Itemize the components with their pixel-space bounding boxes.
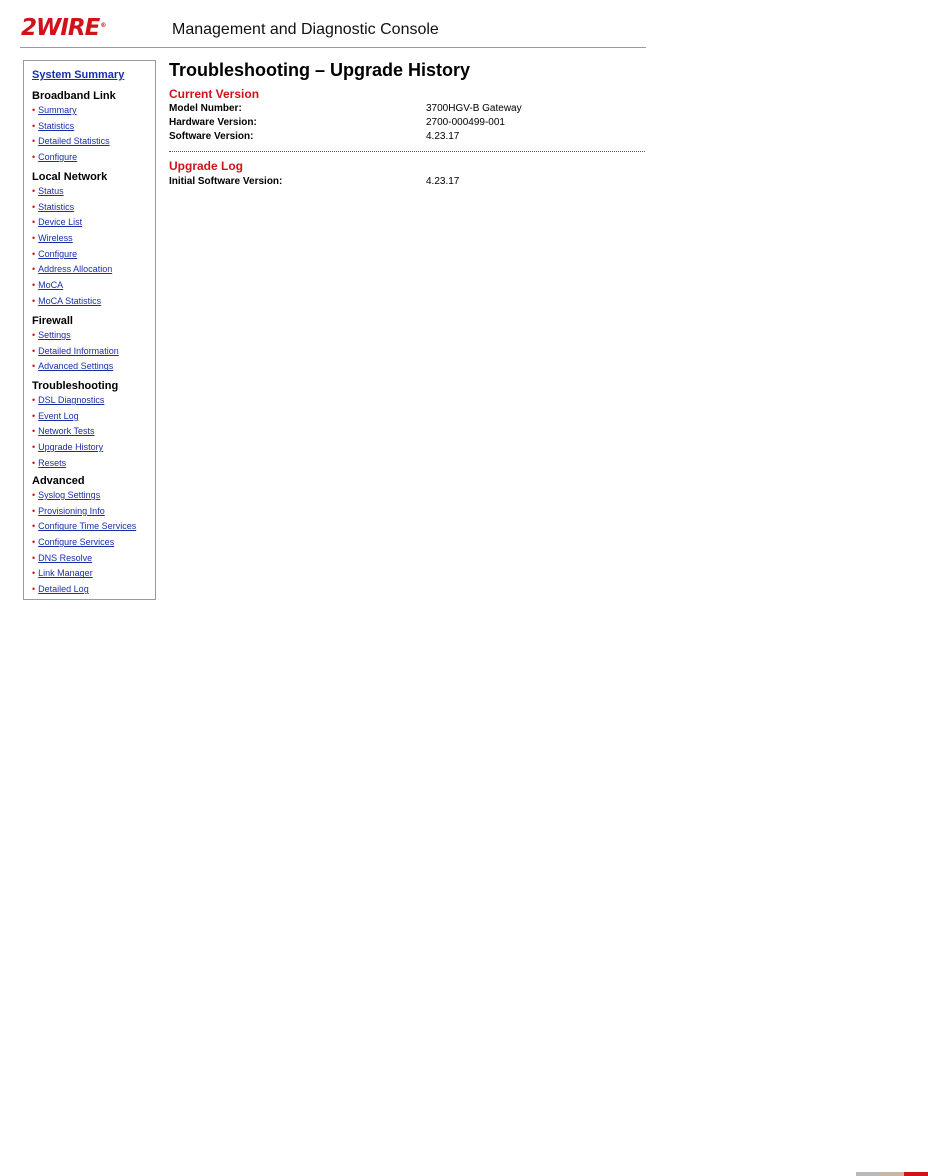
software-version-row [169, 131, 646, 145]
nav-group-advanced [32, 474, 136, 598]
bullet-icon: • [32, 233, 36, 244]
sidebar-item-event-log[interactable] [32, 409, 118, 425]
nav-group-broadband-link [32, 89, 116, 166]
bullet-icon: • [32, 330, 36, 340]
sidebar-item-label[interactable]: Detailed Log [38, 584, 89, 595]
sidebar-item-label[interactable]: Status [38, 186, 64, 196]
brand-logo [21, 16, 121, 40]
bullet-icon: • [32, 264, 36, 275]
sidebar-item-firewall-settings[interactable] [32, 328, 119, 344]
logo-text: 2WIRE [21, 15, 100, 41]
sidebar-item-label[interactable]: Detailed Information [38, 345, 119, 356]
sidebar-item-label[interactable]: DSL Diagnostics [38, 395, 105, 405]
app-title: Management and Diagnostic Console [172, 21, 439, 38]
sidebar-item-firewall-advanced-settings[interactable] [32, 359, 119, 375]
section-divider [169, 151, 645, 152]
sidebar-item-label[interactable]: Network Tests [38, 426, 95, 437]
sidebar-item-provisioning-info[interactable] [32, 504, 136, 520]
bullet-icon: • [32, 152, 36, 163]
nav-group-local-network [32, 170, 112, 310]
field-value: 3700HGV-B Gateway [426, 103, 522, 114]
sidebar-item-label[interactable]: Event Log [38, 410, 79, 421]
sidebar-item-resets[interactable] [32, 456, 118, 472]
sidebar-item-lan-wireless[interactable] [32, 231, 112, 247]
field-value: 4.23.17 [426, 176, 460, 187]
field-value: 4.23.17 [426, 131, 460, 142]
page-title: Troubleshooting – Upgrade History [169, 60, 471, 80]
bullet-icon: • [32, 568, 36, 579]
sidebar-item-label[interactable]: Configure [38, 248, 78, 259]
bullet-icon: • [32, 186, 36, 196]
sidebar-item-label[interactable]: Link Manager [38, 568, 93, 579]
sidebar-item-dsl-diagnostics[interactable] [32, 393, 118, 409]
sidebar-item-label[interactable]: Wireless [38, 233, 73, 244]
sidebar-item-configure-services[interactable] [32, 535, 136, 551]
bullet-icon: • [32, 584, 36, 595]
system-summary-link[interactable]: System Summary [32, 69, 125, 81]
sidebar-item-label[interactable]: Configure [38, 152, 78, 163]
bullet-icon: • [32, 395, 36, 405]
bullet-icon: • [32, 457, 36, 468]
field-label: Model Number: [169, 103, 242, 114]
sidebar-item-lan-moca-statistics[interactable] [32, 294, 112, 310]
sidebar-item-label[interactable]: Settings [38, 330, 71, 340]
nav-heading: Advanced [32, 475, 85, 487]
bullet-icon: • [32, 105, 36, 115]
header-divider [20, 47, 646, 48]
sidebar-item-lan-status[interactable] [32, 184, 112, 200]
sidebar-item-label[interactable]: MoCA [38, 280, 64, 291]
sidebar-item-label[interactable]: MoCA Statistics [38, 295, 102, 306]
field-value: 2700-000499-001 [426, 117, 505, 128]
sidebar-item-upgrade-history[interactable] [32, 440, 118, 456]
sidebar-item-label[interactable]: Statistics [38, 120, 75, 131]
bullet-icon: • [32, 248, 36, 259]
nav-group-firewall [32, 314, 119, 375]
sidebar-item-dns-resolve[interactable] [32, 551, 136, 567]
sidebar-item-lan-statistics[interactable] [32, 200, 112, 216]
sidebar-item-label[interactable]: Upgrade History [38, 442, 104, 453]
field-label: Hardware Version: [169, 117, 257, 128]
bullet-icon: • [32, 505, 36, 516]
sidebar-item-broadband-summary[interactable] [32, 103, 116, 119]
field-label: Software Version: [169, 131, 254, 142]
bullet-icon: • [32, 537, 36, 548]
sidebar-item-network-tests[interactable] [32, 424, 118, 440]
sidebar-item-label[interactable]: Summary [38, 105, 77, 115]
nav-heading: Firewall [32, 315, 73, 327]
bullet-icon: • [32, 521, 36, 532]
nav-group-troubleshooting [32, 379, 118, 471]
hardware-version-row [169, 117, 646, 131]
bullet-icon: • [32, 490, 36, 500]
sidebar-item-syslog-settings[interactable] [32, 488, 136, 504]
sidebar-item-label[interactable]: Statistics [38, 201, 75, 212]
nav-heading: Broadband Link [32, 90, 116, 102]
sidebar-nav [23, 60, 156, 600]
bullet-icon: • [32, 201, 36, 212]
sidebar-item-detailed-log[interactable] [32, 582, 136, 598]
sidebar-item-label[interactable]: Configure Services [38, 537, 115, 548]
initial-software-version-row [169, 176, 646, 190]
sidebar-item-label[interactable]: DNS Resolve [38, 552, 93, 563]
sidebar-item-label[interactable]: Provisioning Info [38, 505, 105, 516]
sidebar-item-firewall-detailed-information[interactable] [32, 344, 119, 360]
nav-heading: Local Network [32, 171, 108, 183]
sidebar-item-broadband-detailed-statistics[interactable] [32, 134, 116, 150]
field-label: Initial Software Version: [169, 176, 283, 187]
sidebar-item-label[interactable]: Detailed Statistics [38, 136, 110, 147]
sidebar-item-broadband-statistics[interactable] [32, 119, 116, 135]
upgrade-log-heading: Upgrade Log [169, 159, 243, 173]
sidebar-item-label[interactable]: Advanced Settings [38, 361, 114, 372]
bullet-icon: • [32, 361, 36, 372]
sidebar-item-link-manager[interactable] [32, 566, 136, 582]
sidebar-item-lan-address-allocation[interactable] [32, 262, 112, 278]
sidebar-item-label[interactable]: Device List [38, 217, 83, 228]
bullet-icon: • [32, 280, 36, 291]
bullet-icon: • [32, 217, 36, 228]
bullet-icon: • [32, 410, 36, 421]
bullet-icon: • [32, 295, 36, 306]
bullet-icon: • [32, 120, 36, 131]
sidebar-item-lan-moca[interactable] [32, 278, 112, 294]
sidebar-item-lan-device-list[interactable] [32, 215, 112, 231]
sidebar-item-label[interactable]: Configure Time Services [38, 521, 137, 532]
bullet-icon: • [32, 136, 36, 147]
sidebar-item-label[interactable]: Address Allocation [38, 264, 113, 275]
sidebar-item-broadband-configure[interactable] [32, 150, 116, 166]
nav-heading: Troubleshooting [32, 380, 119, 392]
registered-mark: ® [100, 22, 106, 29]
sidebar-item-lan-configure[interactable] [32, 247, 112, 263]
bullet-icon: • [32, 345, 36, 356]
bullet-icon: • [32, 442, 36, 453]
model-number-row [169, 103, 646, 117]
sidebar-item-label[interactable]: Resets [38, 457, 67, 468]
bullet-icon: • [32, 426, 36, 437]
sidebar-item-label[interactable]: Syslog Settings [38, 490, 101, 500]
corner-color-strip [856, 1172, 928, 1176]
sidebar-item-configure-time-services[interactable] [32, 519, 136, 535]
bullet-icon: • [32, 552, 36, 563]
current-version-heading: Current Version [169, 87, 260, 101]
